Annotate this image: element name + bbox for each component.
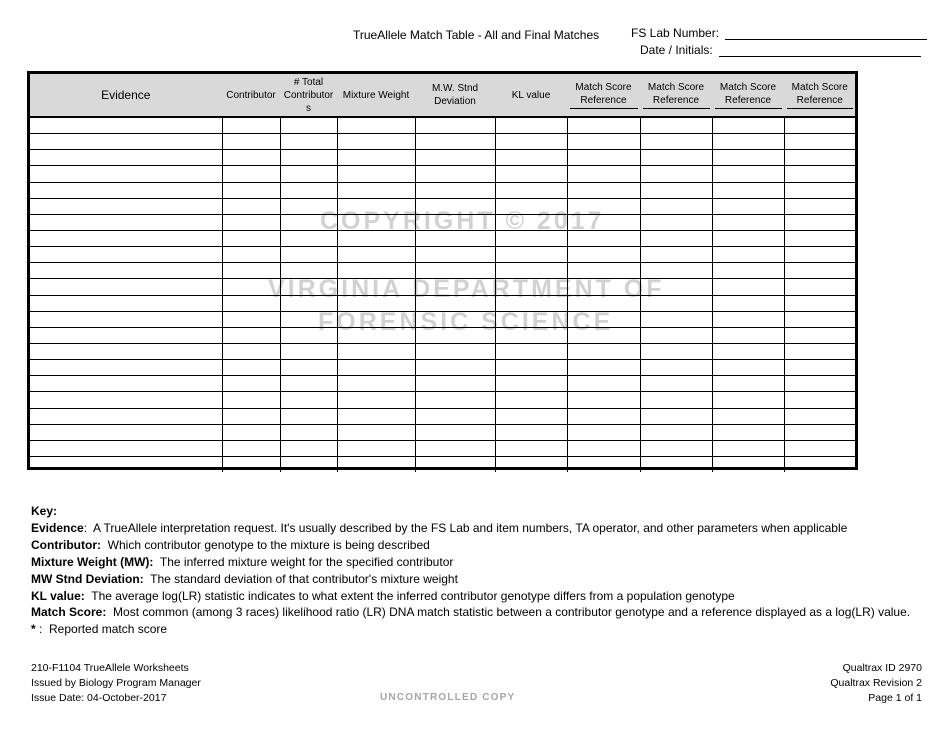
table-cell[interactable] (280, 247, 337, 263)
table-cell[interactable] (640, 198, 712, 214)
table-cell[interactable] (30, 117, 222, 134)
table-cell[interactable] (280, 360, 337, 376)
table-cell[interactable] (495, 456, 567, 472)
table-cell[interactable] (337, 182, 415, 198)
table-cell[interactable] (784, 198, 855, 214)
table-cell[interactable] (280, 408, 337, 424)
page-number: Page 1 of 1 (868, 692, 922, 704)
table-cell[interactable] (784, 134, 855, 150)
table-row (30, 360, 855, 376)
key-item (31, 520, 910, 537)
table-cell[interactable] (30, 198, 222, 214)
table-cell[interactable] (784, 456, 855, 472)
match-table (30, 74, 855, 472)
table-cell[interactable] (640, 247, 712, 263)
table-cell[interactable] (30, 440, 222, 456)
table-row (30, 166, 855, 182)
table-cell[interactable] (30, 247, 222, 263)
table-cell[interactable] (337, 392, 415, 408)
qualtrax-revision: Qualtrax Revision 2 (830, 677, 922, 689)
table-cell[interactable] (337, 117, 415, 134)
table-cell[interactable] (222, 230, 280, 246)
table-cell[interactable] (495, 376, 567, 392)
table-cell[interactable] (495, 117, 567, 134)
table-row (30, 117, 855, 134)
key-separator: : (83, 520, 94, 535)
table-cell[interactable] (712, 134, 784, 150)
table-cell[interactable] (222, 376, 280, 392)
table-cell[interactable] (712, 263, 784, 279)
column-header-mixture-weight: Mixture Weight (337, 74, 415, 117)
key-item (31, 621, 910, 638)
key-item (31, 588, 910, 605)
table-cell[interactable] (712, 279, 784, 295)
table-cell[interactable] (280, 456, 337, 472)
table-cell[interactable] (280, 440, 337, 456)
table-cell[interactable] (415, 424, 495, 440)
form-number: 210-F1104 TrueAllele Worksheets (31, 662, 189, 674)
key-item (31, 554, 910, 571)
table-cell[interactable] (784, 360, 855, 376)
table-cell[interactable] (712, 247, 784, 263)
table-cell[interactable] (222, 360, 280, 376)
table-cell[interactable] (712, 456, 784, 472)
table-cell[interactable] (784, 327, 855, 343)
issue-date: Issue Date: 04-October-2017 (31, 692, 167, 704)
table-cell[interactable] (495, 408, 567, 424)
table-cell[interactable] (495, 150, 567, 166)
watermark-department: VIRGINIA DEPARTMENT OF (268, 275, 665, 303)
table-cell[interactable] (567, 456, 640, 472)
table-cell[interactable] (640, 134, 712, 150)
key-term: Evidence (31, 520, 84, 535)
table-cell[interactable] (784, 182, 855, 198)
table-row (30, 440, 855, 456)
key-definition: A TrueAllele interpretation request. It's usually described by the FS Lab and item numbers, TA operator, and other parameters when applicable (93, 520, 848, 535)
table-cell[interactable] (784, 408, 855, 424)
table-row (30, 456, 855, 472)
table-cell[interactable] (712, 327, 784, 343)
table-cell[interactable] (337, 343, 415, 359)
table-cell[interactable] (222, 117, 280, 134)
table-cell[interactable] (30, 150, 222, 166)
table-cell[interactable] (784, 392, 855, 408)
table-cell[interactable] (222, 150, 280, 166)
table-cell[interactable] (567, 408, 640, 424)
table-cell[interactable] (640, 392, 712, 408)
date-initials-line[interactable] (719, 44, 921, 57)
table-cell[interactable] (640, 117, 712, 134)
column-header-contributor: Contributor (222, 74, 280, 117)
table-cell[interactable] (30, 360, 222, 376)
table-cell[interactable] (712, 424, 784, 440)
table-cell[interactable] (495, 247, 567, 263)
table-row (30, 150, 855, 166)
table-row (30, 343, 855, 359)
table-row (30, 392, 855, 408)
table-cell[interactable] (337, 424, 415, 440)
match-score-reference-label: Match Score Reference (643, 81, 710, 109)
table-cell[interactable] (712, 230, 784, 246)
key-term: Contributor: (31, 537, 101, 552)
watermark-forensic-science: FORENSIC SCIENCE (318, 308, 614, 336)
table-cell[interactable] (495, 134, 567, 150)
table-cell[interactable] (567, 360, 640, 376)
table-cell[interactable] (222, 343, 280, 359)
date-initials-label: Date / Initials: (640, 43, 713, 57)
table-cell[interactable] (784, 247, 855, 263)
table-cell[interactable] (280, 134, 337, 150)
watermark-copyright: COPYRIGHT © 2017 (320, 207, 605, 235)
table-cell[interactable] (640, 440, 712, 456)
table-cell[interactable] (337, 247, 415, 263)
table-cell[interactable] (280, 343, 337, 359)
table-cell[interactable] (337, 408, 415, 424)
table-cell[interactable] (30, 279, 222, 295)
match-score-reference-label: Match Score Reference (787, 81, 854, 109)
table-cell[interactable] (280, 150, 337, 166)
table-cell[interactable] (640, 360, 712, 376)
table-cell[interactable] (495, 424, 567, 440)
table-cell[interactable] (415, 440, 495, 456)
fs-lab-number-field (631, 26, 927, 40)
key-definition: Most common (among 3 races) likelihood ratio (LR) DNA match statistic between a contributor genotype and a reference displayed as a log(LR) value. (113, 605, 911, 620)
table-cell[interactable] (784, 295, 855, 311)
key-definition: The standard deviation of that contributor's mixture weight (150, 571, 458, 586)
key-item (31, 537, 910, 554)
table-row (30, 134, 855, 150)
table-cell[interactable] (30, 424, 222, 440)
table-cell[interactable] (640, 327, 712, 343)
table-cell[interactable] (222, 440, 280, 456)
issued-by: Issued by Biology Program Manager (31, 677, 201, 689)
table-cell[interactable] (640, 150, 712, 166)
table-cell[interactable] (222, 247, 280, 263)
table-cell[interactable] (30, 230, 222, 246)
table-cell[interactable] (567, 117, 640, 134)
table-header-row (30, 74, 855, 117)
table-cell[interactable] (337, 456, 415, 472)
table-cell[interactable] (222, 327, 280, 343)
table-cell[interactable] (337, 134, 415, 150)
table-cell[interactable] (784, 263, 855, 279)
table-cell[interactable] (415, 343, 495, 359)
table-cell[interactable] (712, 392, 784, 408)
key-definition: Reported match score (49, 622, 168, 637)
key-term: KL value: (31, 588, 85, 603)
table-cell[interactable] (415, 360, 495, 376)
key-definition: The inferred mixture weight for the specified contributor (159, 554, 454, 569)
table-cell[interactable] (30, 408, 222, 424)
table-cell[interactable] (222, 456, 280, 472)
table-cell[interactable] (30, 263, 222, 279)
table-cell[interactable] (784, 376, 855, 392)
key-heading: Key: (31, 504, 58, 518)
table-cell[interactable] (712, 440, 784, 456)
table-cell[interactable] (30, 392, 222, 408)
table-cell[interactable] (337, 360, 415, 376)
fs-lab-number-label: FS Lab Number: (631, 26, 720, 40)
key-item (31, 571, 910, 588)
table-cell[interactable] (222, 311, 280, 327)
table-cell[interactable] (222, 214, 280, 230)
table-cell[interactable] (222, 424, 280, 440)
table-cell[interactable] (712, 198, 784, 214)
uncontrolled-copy-stamp: UNCONTROLLED COPY (380, 692, 516, 703)
match-table-frame (27, 71, 858, 470)
table-cell[interactable] (495, 392, 567, 408)
key-section (31, 503, 910, 638)
table-cell[interactable] (567, 182, 640, 198)
column-header-match-score-reference (712, 74, 784, 117)
table-cell[interactable] (415, 134, 495, 150)
table-cell[interactable] (567, 134, 640, 150)
table-cell[interactable] (337, 150, 415, 166)
table-cell[interactable] (712, 295, 784, 311)
date-initials-field (640, 43, 921, 57)
key-item (31, 604, 910, 621)
table-cell[interactable] (640, 182, 712, 198)
table-row (30, 376, 855, 392)
table-cell[interactable] (30, 376, 222, 392)
table-cell[interactable] (415, 150, 495, 166)
table-cell[interactable] (784, 440, 855, 456)
key-term: Match Score: (31, 605, 107, 620)
table-cell[interactable] (415, 392, 495, 408)
column-header-mw-stnd-deviation: M.W. Stnd Deviation (415, 74, 495, 117)
table-cell[interactable] (784, 214, 855, 230)
column-header-match-score-reference (784, 74, 855, 117)
table-cell[interactable] (222, 134, 280, 150)
table-cell[interactable] (337, 166, 415, 182)
table-cell[interactable] (567, 247, 640, 263)
table-cell[interactable] (567, 166, 640, 182)
key-term: MW Stnd Deviation: (31, 571, 144, 586)
table-cell[interactable] (712, 182, 784, 198)
table-row (30, 424, 855, 440)
table-row (30, 408, 855, 424)
table-cell[interactable] (30, 456, 222, 472)
key-definition: Which contributor genotype to the mixture is being described (107, 537, 430, 552)
table-cell[interactable] (712, 166, 784, 182)
qualtrax-id: Qualtrax ID 2970 (842, 662, 922, 674)
table-cell[interactable] (784, 343, 855, 359)
table-cell[interactable] (30, 134, 222, 150)
table-cell[interactable] (712, 214, 784, 230)
table-cell[interactable] (712, 408, 784, 424)
table-cell[interactable] (712, 150, 784, 166)
table-cell[interactable] (567, 392, 640, 408)
table-cell[interactable] (222, 392, 280, 408)
table-cell[interactable] (30, 311, 222, 327)
table-cell[interactable] (712, 311, 784, 327)
table-cell[interactable] (415, 117, 495, 134)
table-cell[interactable] (784, 150, 855, 166)
table-cell[interactable] (640, 376, 712, 392)
table-cell[interactable] (415, 456, 495, 472)
table-cell[interactable] (640, 230, 712, 246)
table-cell[interactable] (30, 327, 222, 343)
table-cell[interactable] (784, 166, 855, 182)
match-score-reference-label: Match Score Reference (715, 81, 782, 109)
table-cell[interactable] (30, 214, 222, 230)
table-cell[interactable] (640, 408, 712, 424)
table-cell[interactable] (280, 376, 337, 392)
table-cell[interactable] (415, 182, 495, 198)
table-cell[interactable] (495, 440, 567, 456)
table-cell[interactable] (280, 424, 337, 440)
table-cell[interactable] (30, 166, 222, 182)
match-score-reference-label: Match Score Reference (570, 81, 638, 109)
table-cell[interactable] (784, 279, 855, 295)
table-cell[interactable] (784, 311, 855, 327)
table-cell[interactable] (30, 343, 222, 359)
table-cell[interactable] (712, 376, 784, 392)
column-header-total-contributors: # Total Contributor s (280, 74, 337, 117)
table-cell[interactable] (640, 343, 712, 359)
table-cell[interactable] (337, 440, 415, 456)
table-cell[interactable] (784, 117, 855, 134)
table-cell[interactable] (415, 408, 495, 424)
footer-right (830, 661, 922, 706)
table-cell[interactable] (337, 376, 415, 392)
table-row (30, 182, 855, 198)
table-cell[interactable] (567, 440, 640, 456)
table-cell[interactable] (415, 376, 495, 392)
table-cell[interactable] (30, 295, 222, 311)
table-cell[interactable] (567, 376, 640, 392)
table-cell[interactable] (495, 166, 567, 182)
table-cell[interactable] (640, 456, 712, 472)
table-cell[interactable] (222, 198, 280, 214)
column-header-match-score-reference (567, 74, 640, 117)
table-cell[interactable] (30, 182, 222, 198)
key-separator (101, 538, 108, 552)
table-cell[interactable] (712, 360, 784, 376)
table-cell[interactable] (784, 230, 855, 246)
table-cell[interactable] (495, 343, 567, 359)
page-title: TrueAllele Match Table - All and Final Matches (353, 28, 600, 42)
key-term: Mixture Weight (MW): (31, 554, 154, 569)
table-cell[interactable] (280, 392, 337, 408)
key-definition: The average log(LR) statistic indicates to what extent the inferred contributor genotype differs from a population genotype (91, 588, 735, 603)
footer-left (31, 661, 201, 706)
key-separator: : (35, 622, 50, 637)
column-header-match-score-reference (640, 74, 712, 117)
fs-lab-number-line[interactable] (725, 27, 927, 40)
table-cell[interactable] (222, 408, 280, 424)
table-cell[interactable] (640, 424, 712, 440)
table-cell[interactable] (640, 166, 712, 182)
table-cell[interactable] (567, 424, 640, 440)
column-header-evidence: Evidence (30, 74, 222, 117)
key-term: * (31, 622, 36, 637)
table-cell[interactable] (280, 182, 337, 198)
table-cell[interactable] (280, 166, 337, 182)
table-cell[interactable] (567, 343, 640, 359)
table-cell[interactable] (222, 182, 280, 198)
table-cell[interactable] (640, 214, 712, 230)
table-row (30, 247, 855, 263)
table-cell[interactable] (712, 343, 784, 359)
table-cell[interactable] (712, 117, 784, 134)
table-cell[interactable] (280, 117, 337, 134)
table-cell[interactable] (495, 360, 567, 376)
table-cell[interactable] (222, 166, 280, 182)
column-header-kl-value: KL value (495, 74, 567, 117)
table-cell[interactable] (640, 311, 712, 327)
table-cell[interactable] (495, 182, 567, 198)
table-cell[interactable] (567, 150, 640, 166)
table-cell[interactable] (415, 166, 495, 182)
table-cell[interactable] (784, 424, 855, 440)
table-cell[interactable] (415, 247, 495, 263)
key-list (31, 520, 910, 638)
